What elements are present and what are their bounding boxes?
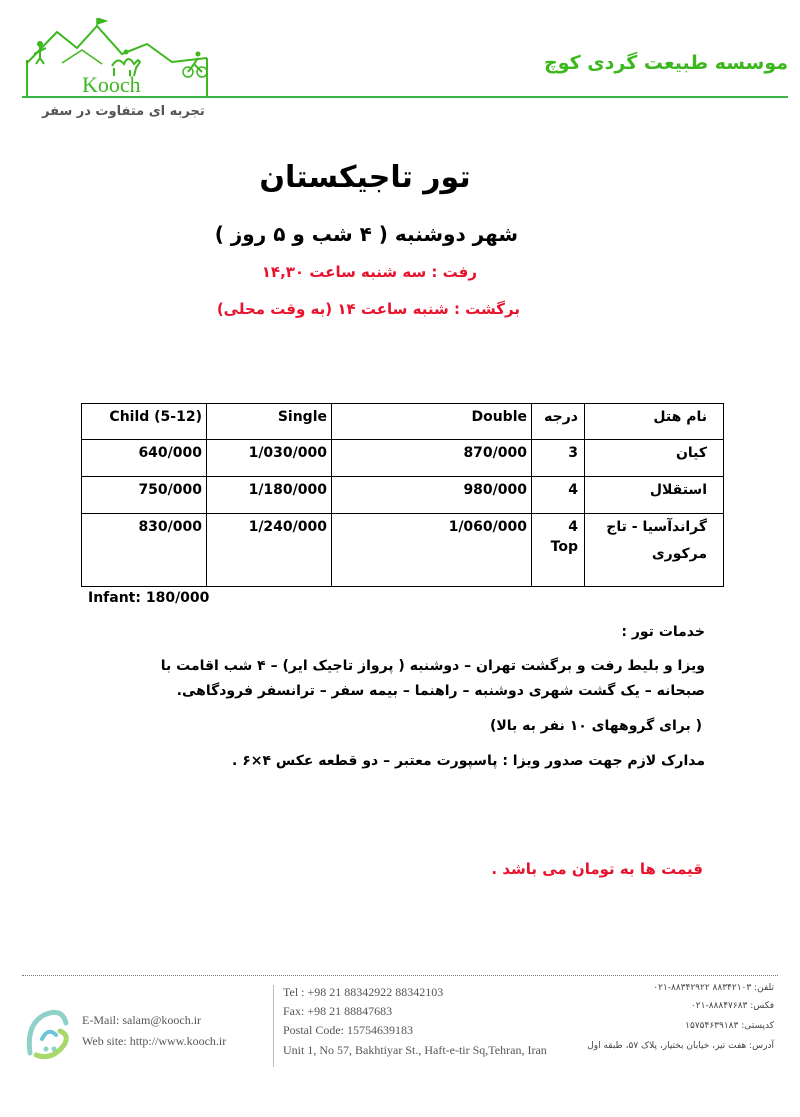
- group-size-note: ( برای گروههای ۱۰ نفر به بالا): [489, 718, 702, 734]
- header-hotel: نام هتل: [585, 404, 724, 440]
- table-header-row: [82, 404, 724, 440]
- grade-suffix: Top: [550, 538, 578, 555]
- infant-price: Infant: 180/000: [88, 590, 210, 606]
- hotel-name-line1: گراندآسیا - تاج: [606, 518, 707, 535]
- email-link[interactable]: E-Mail: salam@kooch.ir: [82, 1013, 202, 1027]
- visa-documents: مدارک لازم جهت صدور ویزا : پاسپورت معتبر – دو قطعه عکس ۴×۶ .: [232, 753, 705, 769]
- services-line-1: ویزا و بلیط رفت و برگشت تهران – دوشنبه ( پرواز تاجیک ایر) – ۴ شب اقامت با: [160, 658, 705, 674]
- website-link[interactable]: Web site: http://www.kooch.ir: [82, 1034, 227, 1048]
- cell-double: 1/060/000: [332, 513, 532, 586]
- cell-double: 870/000: [332, 440, 532, 477]
- phone-numbers-fa: تلفن: ۸۸۳۴۲۱۰۳ ۸۸۳۴۲۹۲۲-۰۲۱: [653, 983, 774, 993]
- header-child: Child (5-12): [82, 404, 207, 440]
- logo-wordmark: Kooch: [82, 72, 141, 96]
- table-row: [82, 440, 724, 477]
- tour-title: تور تاجیکستان: [259, 160, 471, 195]
- header-grade: درجه: [532, 404, 585, 440]
- tagline: تجربه ای متفاوت در سفر: [42, 104, 205, 119]
- currency-note: قیمت ها به تومان می باشد .: [491, 860, 703, 878]
- cell-single: 1/030/000: [207, 440, 332, 477]
- grade-number: 4: [568, 518, 578, 535]
- services-title: خدمات تور :: [621, 624, 705, 640]
- cell-grade: [532, 513, 585, 586]
- cell-single: 1/180/000: [207, 477, 332, 513]
- cell-hotel: کیان: [585, 440, 724, 477]
- footer-column-divider: [273, 985, 274, 1067]
- footer-divider: [22, 975, 778, 976]
- cell-grade: 4: [532, 477, 585, 513]
- cell-child: 640/000: [82, 440, 207, 477]
- phone-numbers: Tel : +98 21 88342922 88342103: [283, 985, 444, 999]
- mountain-landscape-icon: [22, 18, 212, 96]
- address-persian: آدرس: هفت تیر، خیابان بختیار، پلاک ۵۷، طبقه اول: [587, 1041, 774, 1051]
- table-row: [82, 477, 724, 513]
- header-divider: [22, 96, 788, 98]
- hotel-name-line2: مرکوری: [651, 545, 707, 562]
- header-double: Double: [332, 404, 532, 440]
- departure-time: رفت : سه شنبه ساعت ۱۴,۳۰: [261, 263, 477, 281]
- fax-number: Fax: +98 21 88847683: [283, 1004, 393, 1018]
- cell-single: 1/240/000: [207, 513, 332, 586]
- cell-grade: 3: [532, 440, 585, 477]
- postal-code-fa: کدپستی: ۱۵۷۵۴۶۳۹۱۸۳: [685, 1021, 774, 1031]
- fax-number-fa: فکس: ۸۸۸۴۷۶۸۳-۰۲۱: [690, 1001, 774, 1011]
- cell-hotel: استقلال: [585, 477, 724, 513]
- price-table: [81, 403, 724, 587]
- cell-hotel: [585, 513, 724, 586]
- postal-code: Postal Code: 15754639183: [283, 1023, 414, 1037]
- kooch-logo: [22, 18, 212, 96]
- city-duration: شهر دوشنبه ( ۴ شب و ۵ روز ): [214, 222, 518, 246]
- address-english: Unit 1, No 57, Bakhtiyar St., Haft-e-tir Sq,Tehran, Iran: [283, 1043, 547, 1057]
- services-line-2: صبحانه – یک گشت شهری دوشنبه – راهنما – بیمه سفر – ترانسفر فرودگاهی.: [176, 683, 705, 699]
- footer-logo-icon: [22, 1005, 72, 1063]
- table-row: [82, 513, 724, 586]
- header-single: Single: [207, 404, 332, 440]
- cell-child: 750/000: [82, 477, 207, 513]
- cell-double: 980/000: [332, 477, 532, 513]
- organization-name: موسسه طبیعت گردی کوچ: [544, 52, 788, 74]
- cell-child: 830/000: [82, 513, 207, 586]
- return-time: برگشت : شنبه ساعت ۱۴ (به وقت محلی): [216, 300, 520, 318]
